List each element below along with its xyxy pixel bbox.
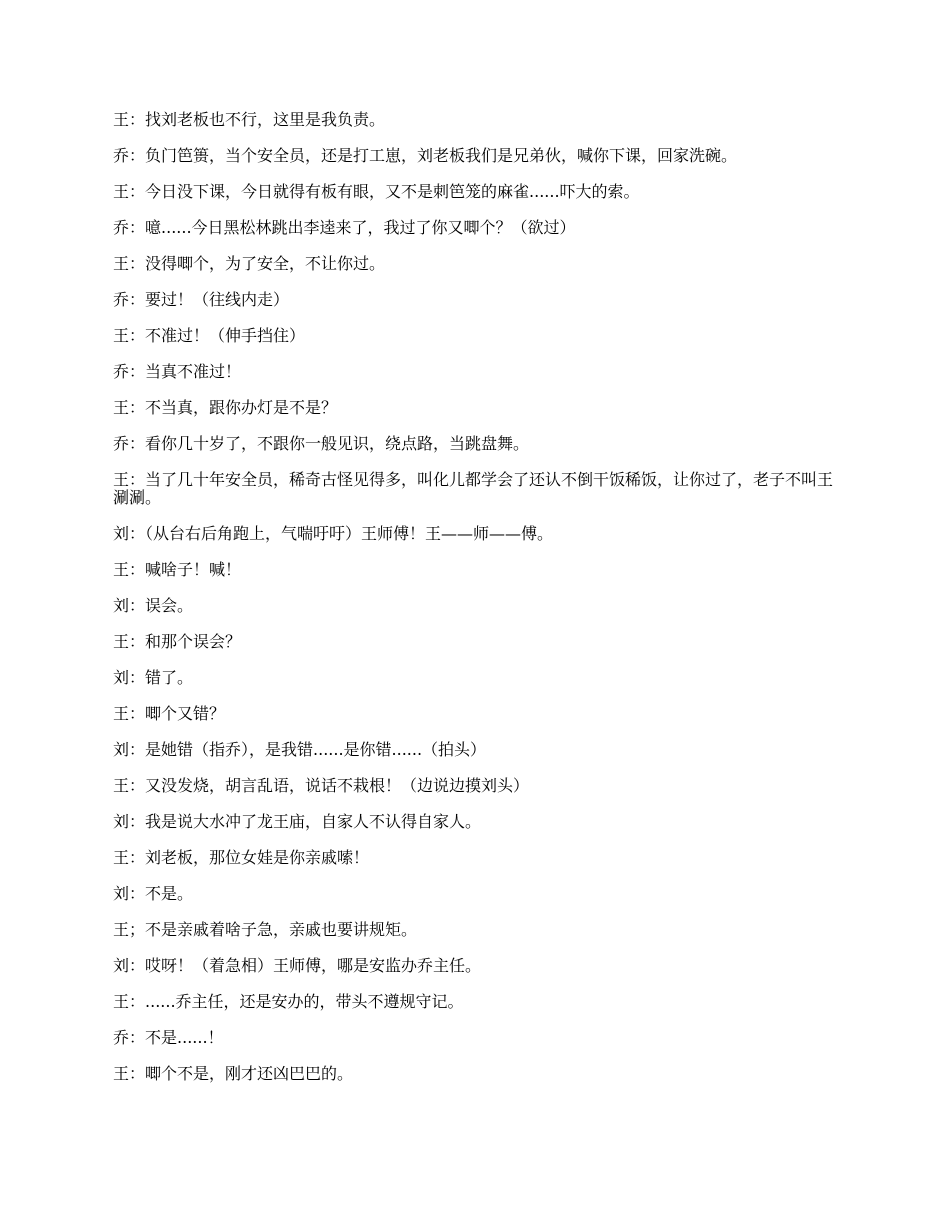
dialogue-line bbox=[113, 669, 837, 687]
dialogue-line bbox=[113, 1029, 837, 1047]
speaker-label: 乔： bbox=[113, 290, 146, 309]
speaker-label: 王： bbox=[113, 470, 146, 489]
speaker-label: 刘： bbox=[113, 884, 146, 903]
speaker-label: 王： bbox=[113, 1064, 146, 1083]
dialogue-line bbox=[113, 633, 837, 651]
dialogue-line bbox=[113, 327, 837, 345]
speech-text: 唧个不是，刚才还凶巴巴的。 bbox=[145, 1064, 354, 1083]
speaker-label: 王： bbox=[113, 182, 146, 201]
dialogue-line bbox=[113, 111, 837, 129]
speech-text: 要过！（往线内走） bbox=[145, 290, 290, 309]
dialogue-line bbox=[113, 363, 837, 381]
speech-text: 不当真，跟你办灯是不是？ bbox=[145, 398, 338, 417]
speech-text: 和那个误会？ bbox=[145, 632, 242, 651]
dialogue-line bbox=[113, 849, 837, 867]
dialogue-line bbox=[113, 183, 837, 201]
speaker-label: 王： bbox=[113, 776, 146, 795]
speaker-label: 王： bbox=[113, 704, 146, 723]
dialogue-line bbox=[113, 813, 837, 831]
speaker-label: 王： bbox=[113, 632, 146, 651]
speech-text: 看你几十岁了，不跟你一般见识，绕点路，当跳盘舞。 bbox=[145, 434, 530, 453]
speech-text: 喊啥子！喊！ bbox=[145, 560, 242, 579]
speech-text: 当真不准过！ bbox=[145, 362, 242, 381]
dialogue-line bbox=[113, 435, 837, 453]
speech-text: 负门笆篑，当个安全员，还是打工崽，刘老板我们是兄弟伙，喊你下课，回家洗碗。 bbox=[145, 146, 738, 165]
speech-text: 我是说大水冲了龙王庙，自家人不认得自家人。 bbox=[145, 812, 482, 831]
dialogue-line bbox=[113, 741, 837, 759]
dialogue-line bbox=[113, 399, 837, 417]
speech-text: 噫......今日黑松林跳出李逵来了，我过了你又唧个？（欲过） bbox=[145, 218, 576, 237]
speech-text: 今日没下课，今日就得有板有眼，又不是刺笆笼的麻雀......吓大的索。 bbox=[145, 182, 640, 201]
speech-text: 不是......！ bbox=[145, 1028, 224, 1047]
dialogue-body bbox=[113, 111, 837, 1101]
speaker-label: 刘： bbox=[113, 956, 146, 975]
dialogue-line bbox=[113, 777, 837, 795]
speech-text: ......乔主任，还是安办的，带头不遵规守记。 bbox=[145, 992, 464, 1011]
speaker-label: 刘： bbox=[113, 596, 146, 615]
speech-text: 没得唧个，为了安全，不让你过。 bbox=[145, 254, 386, 273]
dialogue-line bbox=[113, 597, 837, 615]
dialogue-line bbox=[113, 957, 837, 975]
speaker-label: 王； bbox=[113, 920, 146, 939]
dialogue-line bbox=[113, 993, 837, 1011]
dialogue-line bbox=[113, 561, 837, 579]
speaker-label: 王： bbox=[113, 254, 146, 273]
speech-text: （从台右后角跑上，气喘吁吁）王师傅！王——师——傅。 bbox=[145, 524, 554, 543]
dialogue-line bbox=[113, 219, 837, 237]
speaker-label: 乔： bbox=[113, 218, 146, 237]
speech-text: 误会。 bbox=[145, 596, 194, 615]
speech-text: 刘老板，那位女娃是你亲戚嗦！ bbox=[145, 848, 370, 867]
speaker-label: 王： bbox=[113, 992, 146, 1011]
speaker-label: 刘： bbox=[113, 524, 146, 543]
speech-text: 错了。 bbox=[145, 668, 194, 687]
speaker-label: 王： bbox=[113, 560, 146, 579]
speaker-label: 刘： bbox=[113, 668, 146, 687]
speaker-label: 乔： bbox=[113, 362, 146, 381]
speaker-label: 王： bbox=[113, 398, 146, 417]
speech-text: 不是亲戚着啥子急，亲戚也要讲规矩。 bbox=[145, 920, 418, 939]
dialogue-line bbox=[113, 1065, 837, 1083]
dialogue-line bbox=[113, 291, 837, 309]
dialogue-line bbox=[113, 885, 837, 903]
dialogue-line bbox=[113, 147, 837, 165]
speaker-label: 王： bbox=[113, 326, 146, 345]
speaker-label: 王： bbox=[113, 848, 146, 867]
speech-text: 唧个又错？ bbox=[145, 704, 226, 723]
speech-text: 是她错（指乔），是我错......是你错......（拍头） bbox=[145, 740, 487, 759]
speech-text: 不是。 bbox=[145, 884, 194, 903]
speech-text: 又没发烧，胡言乱语，说话不栽根！（边说边摸刘头） bbox=[145, 776, 530, 795]
speech-text: 哎呀！（着急相）王师傅，哪是安监办乔主任。 bbox=[145, 956, 482, 975]
speech-text: 找刘老板也不行，这里是我负责。 bbox=[145, 110, 386, 129]
speech-text: 当了几十年安全员，稀奇古怪见得多，叫化儿都学会了还认不倒干饭稀饭，让你过了，老子不叫王涮涮。 bbox=[113, 470, 834, 507]
dialogue-line bbox=[113, 255, 837, 273]
speaker-label: 乔： bbox=[113, 146, 146, 165]
dialogue-line bbox=[113, 705, 837, 723]
dialogue-line bbox=[113, 525, 837, 543]
speech-text: 不准过！（伸手挡住） bbox=[145, 326, 306, 345]
speaker-label: 乔： bbox=[113, 1028, 146, 1047]
speaker-label: 王： bbox=[113, 110, 146, 129]
dialogue-line bbox=[113, 471, 837, 507]
speaker-label: 刘： bbox=[113, 812, 146, 831]
dialogue-line bbox=[113, 921, 837, 939]
speaker-label: 乔： bbox=[113, 434, 146, 453]
speaker-label: 刘： bbox=[113, 740, 146, 759]
